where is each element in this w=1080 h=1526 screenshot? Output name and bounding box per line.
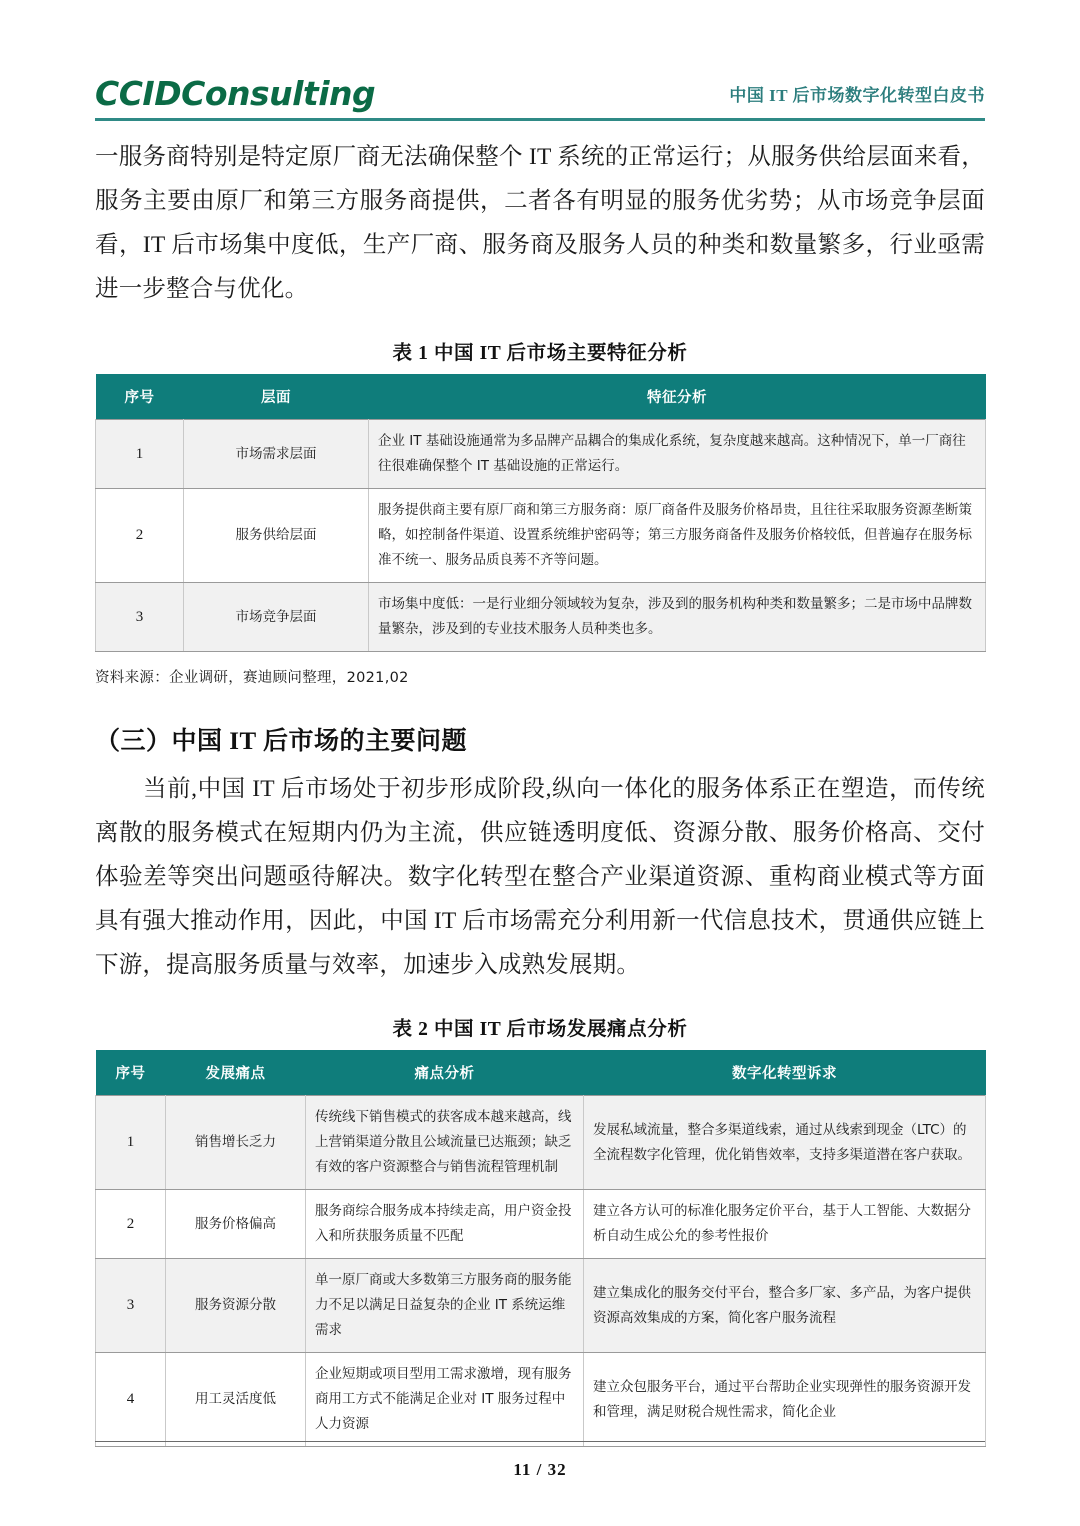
table1-r3-level: 市场竞争层面 <box>184 583 369 652</box>
page-number: 11 / 32 <box>513 1460 567 1479</box>
table1-col-header-index: 序号 <box>96 374 184 420</box>
table2-r3-index: 3 <box>96 1259 166 1353</box>
table1-col-header-analysis: 特征分析 <box>369 374 986 420</box>
table1-r3-analysis: 市场集中度低：一是行业细分领域较为复杂，涉及到的服务机构种类和数量繁多；二是市场中品牌数量繁杂，涉及到的专业技术服务人员种类也多。 <box>369 583 986 652</box>
table1-r1-level: 市场需求层面 <box>184 420 369 489</box>
table-row <box>96 489 986 583</box>
table2-r1-analysis: 传统线下销售模式的获客成本越来越高，线上营销渠道分散且公域流量已达瓶颈；缺乏有效的客户资源整合与销售流程管理机制 <box>306 1096 584 1190</box>
table-row <box>96 1190 986 1259</box>
table1-r2-index: 2 <box>96 489 184 583</box>
table-development-pain-points <box>95 1050 986 1447</box>
table-row <box>96 1259 986 1353</box>
body-paragraph-2: 当前,中国 IT 后市场处于初步形成阶段,纵向一体化的服务体系正在塑造，而传统离散的服务模式在短期内仍为主流，供应链透明度低、资源分散、服务价格高、交付体验差等突出问题亟待解决。数字化转型在整合产业渠道资源、重构商业模式等方面具有强大推动作用，因此，中国 IT 后市场需充分利用新一代信息技术，贯通供应链上下游，提高服务质量与效率，加速步入成熟发展期。 <box>95 776 985 978</box>
table2-r1-demand: 发展私域流量，整合多渠道线索，通过从线索到现金（LTC）的全流程数字化管理，优化销售效率，支持多渠道潜在客户获取。 <box>584 1096 986 1190</box>
table1-r3-index: 3 <box>96 583 184 652</box>
table2-r3-pain: 服务资源分散 <box>166 1259 306 1353</box>
table2-r2-analysis: 服务商综合服务成本持续走高，用户资金投入和所获服务质量不匹配 <box>306 1190 584 1259</box>
table2-col-header-demand: 数字化转型诉求 <box>584 1050 986 1096</box>
page-footer <box>0 1441 1080 1480</box>
table2-r4-index: 4 <box>96 1353 166 1447</box>
table2-r1-pain: 销售增长乏力 <box>166 1096 306 1190</box>
table2-r4-pain: 用工灵活度低 <box>166 1353 306 1447</box>
body-paragraph-1: 一服务商特别是特定原厂商无法确保整个 IT 系统的正常运行；从服务供给层面来看，服务主要由原厂和第三方服务商提供，二者各有明显的服务优劣势；从市场竞争层面看，IT 后市场集中度低，生产厂商、服务商及服务人员的种类和数量繁多，行业亟需进一步整合与优化。 <box>95 144 985 302</box>
table2-r4-demand: 建立众包服务平台，通过平台帮助企业实现弹性的服务资源开发和管理，满足财税合规性需求，简化企业 <box>584 1353 986 1447</box>
table1-col-header-level: 层面 <box>184 374 369 420</box>
table2-header-row <box>96 1050 986 1096</box>
table2-r2-index: 2 <box>96 1190 166 1259</box>
section-heading: （三）中国 IT 后市场的主要问题 <box>95 728 467 755</box>
table2-caption: 表 2 中国 IT 后市场发展痛点分析 <box>392 1019 688 1040</box>
table2-r2-pain: 服务价格偏高 <box>166 1190 306 1259</box>
table1-r1-analysis: 企业 IT 基础设施通常为多品牌产品耦合的集成化系统，复杂度越来越高。这种情况下，单一厂商往往很难确保整个 IT 基础设施的正常运行。 <box>369 420 986 489</box>
ccid-consulting-logo: CCIDConsulting <box>95 74 376 113</box>
table1-source-note: 资料来源：企业调研，赛迪顾问整理，2021,02 <box>95 670 409 686</box>
table1-r1-index: 1 <box>96 420 184 489</box>
table2-col-header-index: 序号 <box>96 1050 166 1096</box>
table-row <box>96 420 986 489</box>
table-market-characteristics <box>95 374 986 652</box>
table2-r4-analysis: 企业短期或项目型用工需求激增，现有服务商用工方式不能满足企业对 IT 服务过程中人力资源 <box>306 1353 584 1447</box>
table-row <box>96 583 986 652</box>
footer-rule <box>95 1441 985 1442</box>
table-row <box>96 1096 986 1190</box>
table1-caption: 表 1 中国 IT 后市场主要特征分析 <box>392 343 688 364</box>
header-rule <box>95 118 985 121</box>
table1-header-row <box>96 374 986 420</box>
document-running-title: 中国 IT 后市场数字化转型白皮书 <box>729 86 985 105</box>
table-row <box>96 1353 986 1447</box>
table2-col-header-pain: 发展痛点 <box>166 1050 306 1096</box>
running-header <box>95 0 985 118</box>
table1-r2-analysis: 服务提供商主要有原厂商和第三方服务商：原厂商备件及服务价格昂贵，且往往采取服务资源垄断策略，如控制备件渠道、设置系统维护密码等；第三方服务商备件及服务价格较低，但普遍存在服务标准不统一、服务品质良莠不齐等问题。 <box>369 489 986 583</box>
table2-r3-demand: 建立集成化的服务交付平台，整合多厂家、多产品，为客户提供资源高效集成的方案，简化客户服务流程 <box>584 1259 986 1353</box>
table2-r2-demand: 建立各方认可的标准化服务定价平台，基于人工智能、大数据分析自动生成公允的参考性报价 <box>584 1190 986 1259</box>
table1-r2-level: 服务供给层面 <box>184 489 369 583</box>
table2-r3-analysis: 单一原厂商或大多数第三方服务商的服务能力不足以满足日益复杂的企业 IT 系统运维需求 <box>306 1259 584 1353</box>
table2-col-header-analysis: 痛点分析 <box>306 1050 584 1096</box>
table2-r1-index: 1 <box>96 1096 166 1190</box>
